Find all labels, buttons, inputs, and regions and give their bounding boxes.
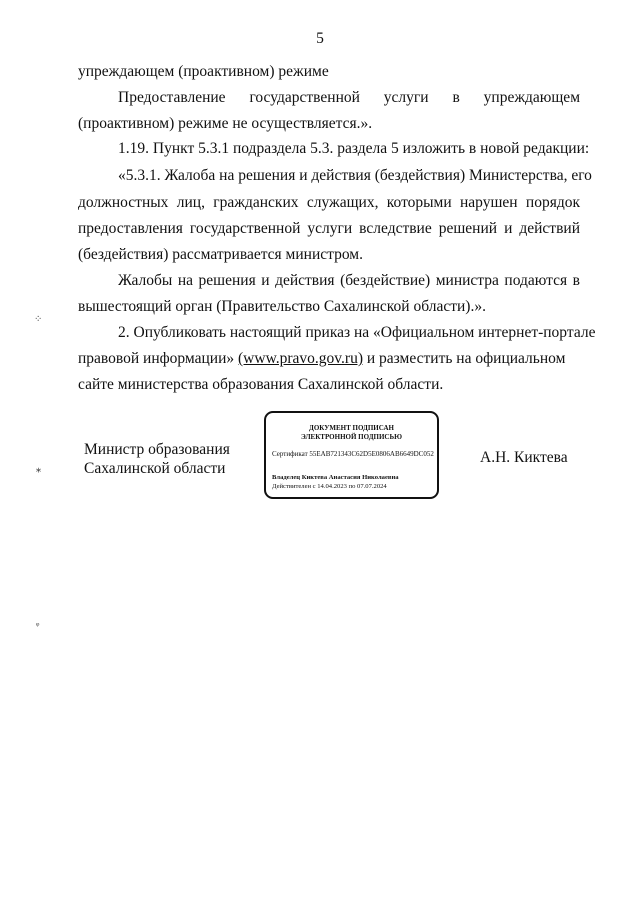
body-line: упреждающем (проактивном) режиме [78,63,329,80]
signer-name: А.Н. Киктева [480,449,568,466]
body-line: Предоставление государственной услуги в упреждающем [118,89,580,106]
body-line [78,349,580,369]
body-line: сайте министерства образования Сахалинской области. [78,376,444,393]
body-line: предоставления государственной услуги вследствие решений и действий [78,220,580,237]
stamp-owner: Владелец Киктева Анастасия Николаевна [272,474,399,481]
stamp-title [266,424,437,442]
body-line: вышестоящий орган (Правительство Сахалинской области).». [78,298,486,315]
body-line: «5.3.1. Жалоба на решения и действия (бездействия) Министерства, его [118,167,592,184]
signer-position-line: Министр образования [84,441,230,458]
stamp-certificate: Сертификат 55EAB721343C62D5E0806AB6649DC052 [272,450,434,458]
body-line: (бездействия) рассматривается министром. [78,246,363,263]
body-line: 2. Опубликовать настоящий приказ на «Официальном интернет-портале [118,324,596,341]
electronic-signature-stamp [264,411,439,499]
pravo-link[interactable]: (www.pravo.gov.ru) [238,350,363,367]
body-line: должностных лиц, гражданских служащих, которыми нарушен порядок [78,194,580,211]
signer-position-line: Сахалинской области [84,460,226,477]
stamp-title-line: ЭЛЕКТРОННОЙ ПОДПИСЬЮ [301,433,402,441]
stamp-validity: Действителен с 14.04.2023 по 07.07.2024 [272,483,387,490]
stamp-title-line: ДОКУМЕНТ ПОДПИСАН [309,424,394,432]
body-line: 1.19. Пункт 5.3.1 подраздела 5.3. раздела 5 изложить в новой редакции: [118,140,590,157]
page-number: 5 [316,30,324,47]
body-line: (проактивном) режиме не осуществляется.». [78,115,373,132]
signer-position [84,440,230,478]
body-line: Жалобы на решения и действия (бездействие) министра подаются в [118,272,580,289]
scan-speck: ⁘ [34,314,43,325]
scan-speck: ᵩ [36,617,40,628]
body-text: и разместить на официальном [362,350,566,367]
scan-speck: ⁎ [36,464,41,475]
body-text: правовой информации» [78,350,239,367]
